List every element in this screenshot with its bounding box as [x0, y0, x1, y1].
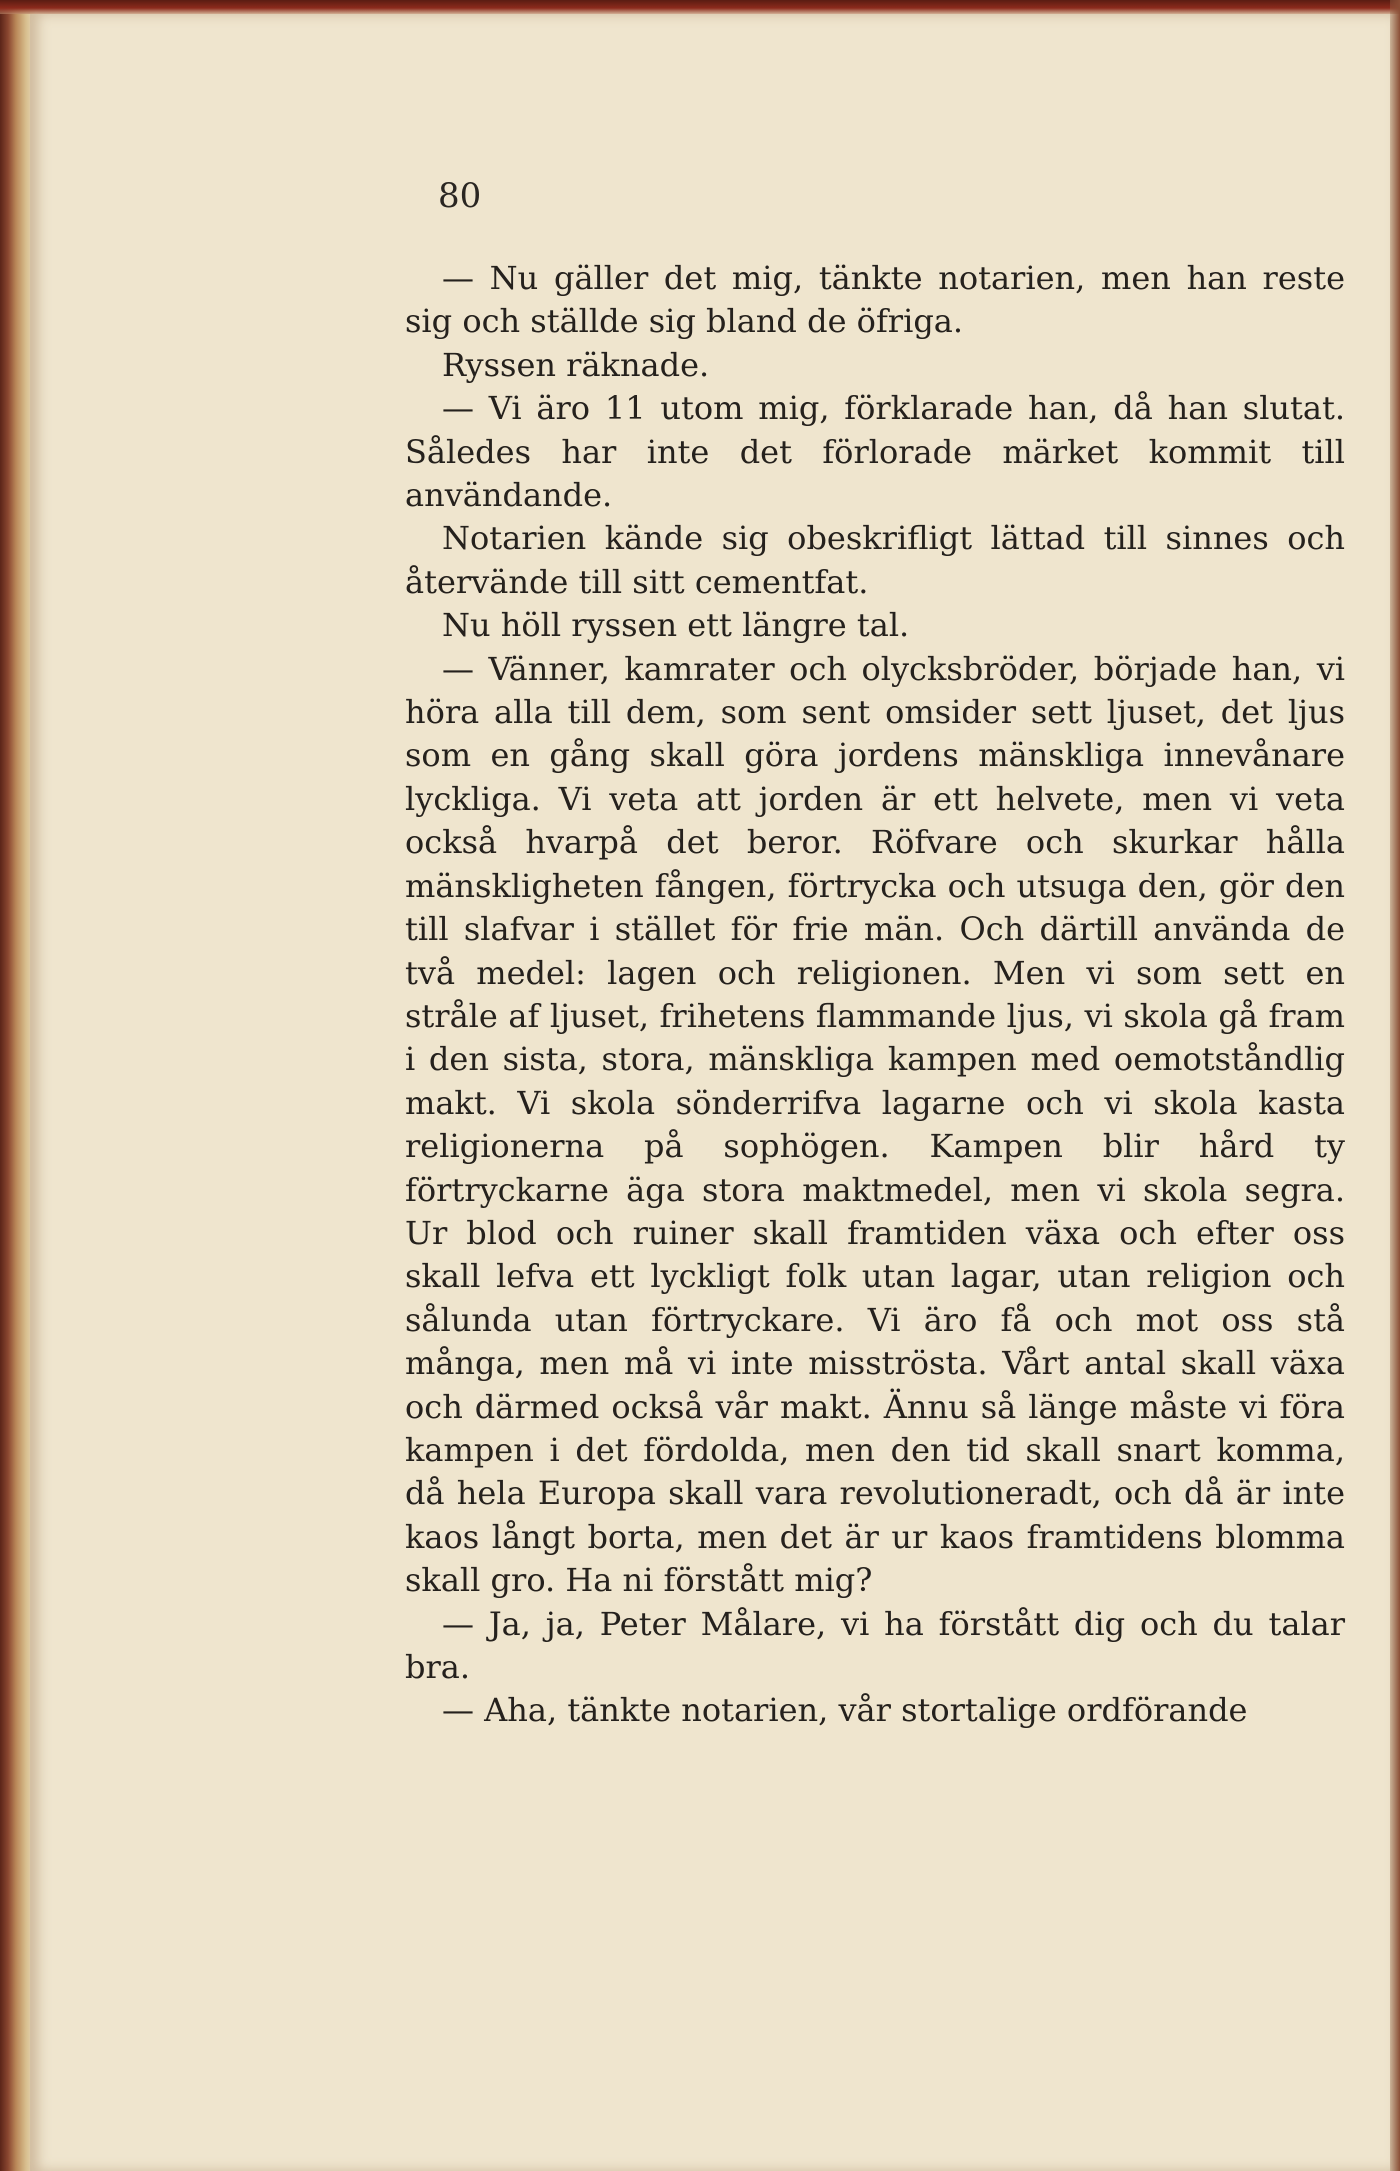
page-number: 80 — [438, 176, 482, 216]
paragraph: Ryssen räknade. — [442, 345, 710, 384]
paragraph: — Nu gäller det mig, tänkte notarien, men han reste sig och ställde sig bland de öfriga. — [405, 259, 1345, 341]
paragraph: — Vi äro 11 utom mig, förklarade han, då han slutat. Således har inte det förlorade märket kommit till användande. — [405, 389, 1345, 515]
page-sheet — [30, 14, 1390, 2171]
paragraph: Nu höll ryssen ett längre tal. — [442, 606, 910, 645]
paragraph: — Ja, ja, Peter Målare, vi ha förstått dig och du talar bra. — [405, 1604, 1345, 1686]
book-cover-right-edge — [1390, 0, 1400, 2171]
paragraph: Notarien kände sig obeskrifligt lättad till sinnes och återvände till sitt cementfat. — [405, 519, 1345, 601]
paragraph: — Vänner, kamrater och olycksbröder, började han, vi höra alla till dem, som sent omsider sett ljuset, det ljus som en gång skall göra jordens mänskliga innevånare lyckliga. Vi veta att jorden är ett helvete, men vi veta också hvarpå det beror. Röfvare och skurkar hålla mänskligheten fången, förtrycka och utsuga den, gör den till slafvar i stället för frie män. Och därtill använda de två medel: lagen och religionen. Men vi som sett en stråle af ljuset, frihetens flammande ljus, vi skola gå fram i den sista, stora, mänskliga kampen med oemotståndlig makt. Vi skola sönderrifva lagarne och vi skola kasta religionerna på sophögen. Kampen blir hård ty förtryckarne äga stora maktmedel, men vi skola segra. Ur blod och ruiner skall framtiden växa och efter oss skall lefva ett lyckligt folk utan lagar, utan religion och sålunda utan förtryckare. Vi äro få och mot oss stå många, men må vi inte misströsta. Vårt antal skall växa och därmed också vår makt. Ännu så länge måste vi föra kampen i det fördolda, men den tid skall snart komma, då hela Europa skall vara revolutioneradt, och då är inte kaos långt borta, men det är ur kaos framtidens blomma skall gro. Ha ni förstått mig? — [405, 649, 1345, 1600]
paragraph: — Aha, tänkte notarien, vår stortalige ordförande — [442, 1691, 1248, 1730]
body-text — [405, 257, 1345, 1733]
book-cover-top-edge — [0, 0, 1400, 14]
